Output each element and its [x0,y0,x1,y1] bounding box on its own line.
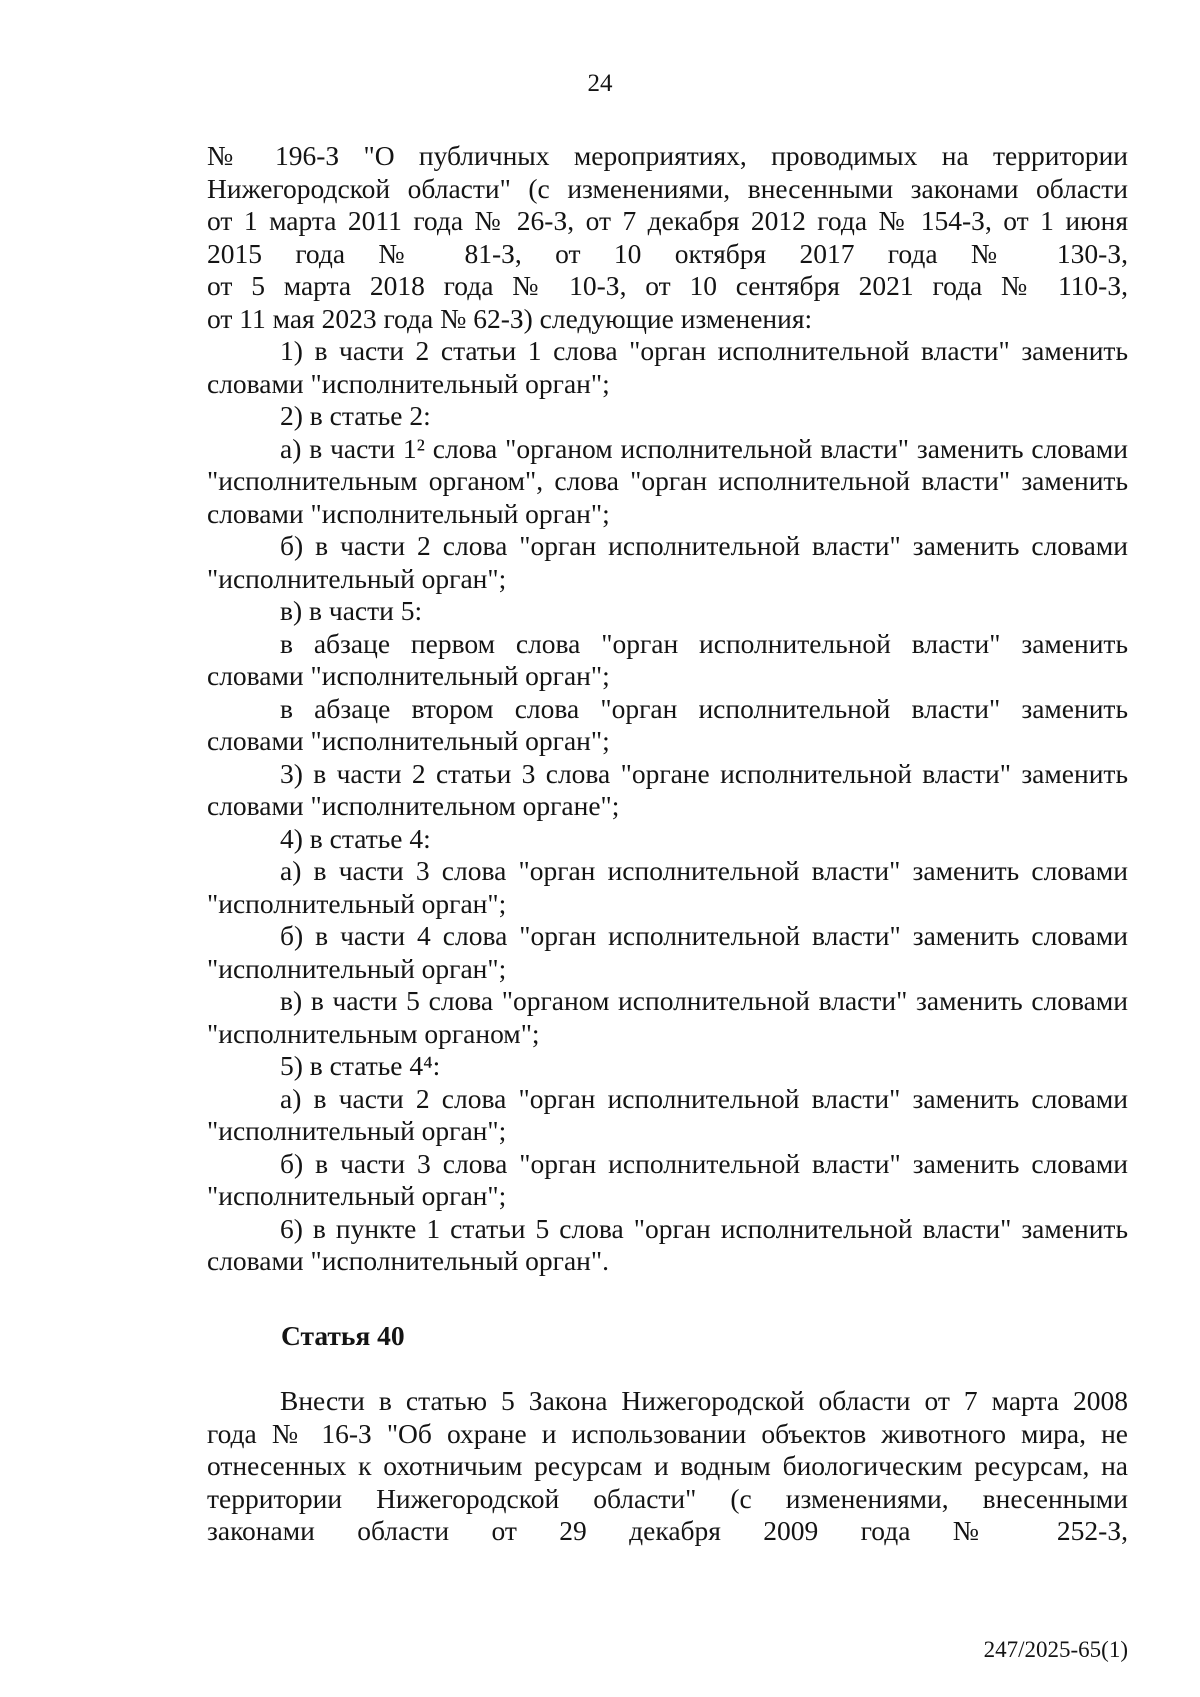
list-item: в абзаце втором слова "орган исполнительной власти" заменить словами "исполнительный орган"; [207,692,1128,756]
intro-line: от 5 марта 2018 года № 10-З, от 10 сентября 2021 года № 110-З, [207,270,1128,301]
list-item: б) в части 2 слова "орган исполнительной власти" заменить словами "исполнительный орган"; [207,530,1128,594]
list-item: а) в части 1² слова "органом исполнительной власти" заменить словами "исполнительным органом", слова "орган исполнительной власти" заменить словами "исполнительный орган"; [207,432,1128,529]
document-code: 247/2025-65(1) [983,1637,1128,1662]
article-line: законами области от 29 декабря 2009 года № 252-З, [207,1515,1128,1546]
list-item: а) в части 2 слова "орган исполнительной власти" заменить словами "исполнительный орган"; [207,1082,1128,1146]
list-item: 2) в статье 2: [280,400,431,431]
article-line: территории Нижегородской области" (с изменениями, внесенными [207,1482,1128,1514]
list-item: в абзаце первом слова "орган исполнительной власти" заменить словами "исполнительный орган"; [207,627,1128,691]
list-item: 5) в статье 4⁴: [280,1050,441,1081]
article-line: Внести в статью 5 Закона Нижегородской области от 7 марта 2008 [280,1385,1128,1416]
page-number: 24 [587,70,613,97]
article-line: года № 16-З "Об охране и использовании объектов животного мира, не [207,1417,1128,1449]
list-item: 1) в части 2 статьи 1 слова "орган исполнительной власти" заменить словами "исполнительный орган"; [207,335,1128,399]
article-line: отнесенных к охотничьим ресурсам и водным биологическим ресурсам, на [207,1450,1128,1481]
list-item: в) в части 5: [280,595,423,626]
list-item: 4) в статье 4: [280,822,431,854]
list-item: в) в части 5 слова "органом исполнительной власти" заменить словами "исполнительным органом"; [207,985,1128,1049]
intro-line: от 1 марта 2011 года № 26-З, от 7 декабря 2012 года № 154-З, от 1 июня [207,205,1128,236]
document-body [207,140,1128,1278]
intro-line: № 196-З "О публичных мероприятиях, проводимых на территории [207,140,1128,171]
list-item: б) в части 4 слова "орган исполнительной власти" заменить словами "исполнительный орган"; [207,920,1128,984]
article-heading: Статья 40 [281,1320,405,1351]
intro-line: Нижегородской области" (с изменениями, внесенными законами области [207,172,1128,204]
intro-line: от 11 мая 2023 года № 62-З) следующие изменения: [207,302,813,334]
list-item: 3) в части 2 статьи 3 слова "органе исполнительной власти" заменить словами "исполнительном органе"; [207,757,1128,821]
intro-line: 2015 года № 81-З, от 10 октября 2017 года № 130-З, [207,237,1128,269]
list-item: 6) в пункте 1 статьи 5 слова "орган исполнительной власти" заменить словами "исполнительный орган". [207,1212,1128,1276]
article-body [207,1385,1128,1548]
list-item: б) в части 3 слова "орган исполнительной власти" заменить словами "исполнительный орган"; [207,1147,1128,1211]
list-item: а) в части 3 слова "орган исполнительной власти" заменить словами "исполнительный орган"; [207,855,1128,919]
